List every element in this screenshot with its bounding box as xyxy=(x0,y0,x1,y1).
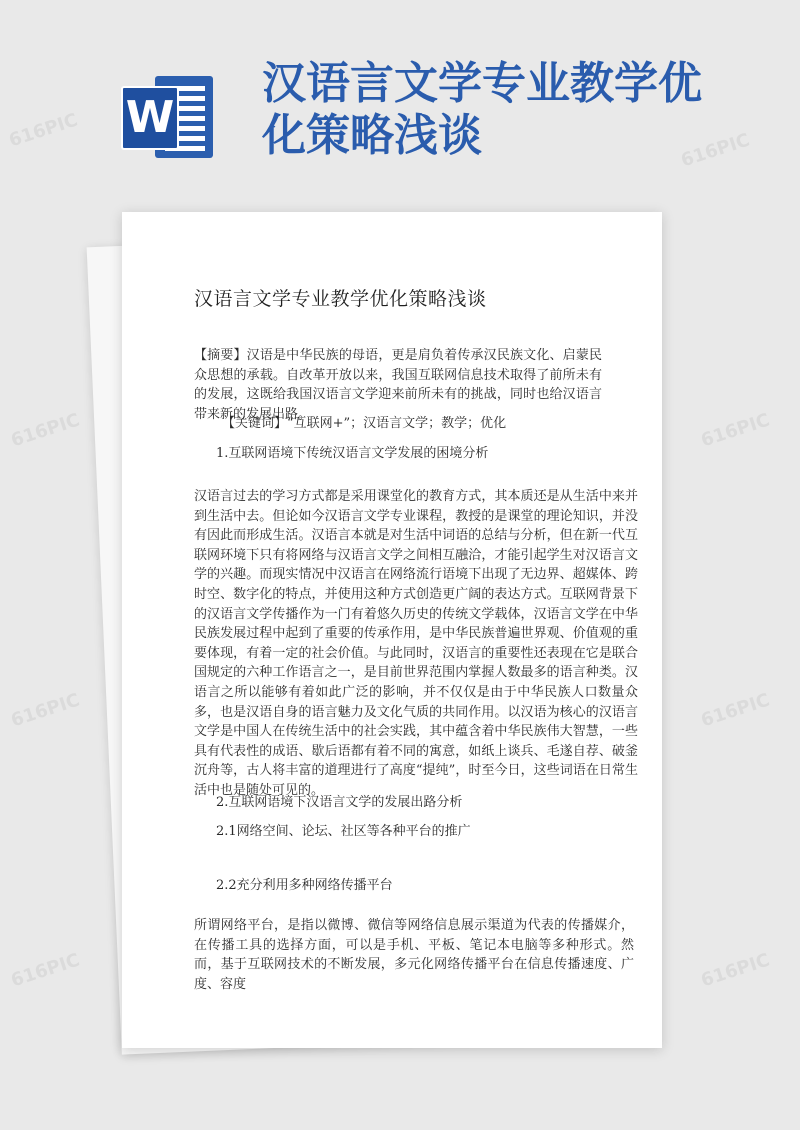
abstract-paragraph: 【摘要】汉语是中华民族的母语，更是肩负着传承汉民族文化、启蒙民众思想的承载。自改革开放以来，我国互联网信息技术取得了前所未有的发展，这既给我国汉语言文学迎来前所未有的挑战，同时也给汉语言带来新的发展出路。 xyxy=(194,348,602,422)
section-heading-2: 2.互联网语境下汉语言文学的发展出路分析 xyxy=(216,795,463,810)
keywords-line: 【关键词】“互联网+”；汉语言文学；教学；优化 xyxy=(222,416,507,431)
word-w-badge: W xyxy=(121,86,179,150)
watermark: 616PIC xyxy=(698,689,773,732)
word-document-icon xyxy=(121,76,213,158)
watermark: 616PIC xyxy=(698,409,773,452)
body-paragraph-1: 汉语言过去的学习方式都是采用课堂化的教育方式，其本质还是从生活中来并到生活中去。但论如今汉语言文学专业课程，教授的是课堂的理论知识，并没有因此而形成生活。汉语言本就是对生活中词语的总结与分析，但在新一代互联网环境下只有将网络与汉语言文学之间相互融洽，才能引起学生对汉语言文学的兴趣。而现实情况中汉语言在网络流行语境下出现了无边界、超媒体、跨时空、数字化的特点，并使用这种方式创造更广阔的表达方式。互联网背景下的汉语言文学传播作为一门有着悠久历史的传统文学载体，汉语言文学在中华民族发展过程中起到了重要的传承作用，是中华民族普遍世界观、价值观的重要体现，有着一定的社会价值。与此同时，汉语言的重要性还表现在它是联合国规定的六种工作语言之一，是目前世界范围内掌握人数最多的语言种类。汉语言之所以能够有着如此广泛的影响，并不仅仅是由于中华民族人口数量众多，也是汉语自身的语言魅力及文化气质的共同作用。以汉语为核心的汉语言文学是中国人在传统生活中的社会实践，其中蕴含着中华民族伟大智慧，一些具有代表性的成语、歇后语都有着不同的寓意，如纸上谈兵、毛遂自荐、破釜沉舟等，古人将丰富的道理进行了高度“提纯”，时至今日，这些词语在日常生活中也是随处可见的。 xyxy=(194,489,638,798)
watermark: 616PIC xyxy=(6,109,81,152)
watermark: 616PIC xyxy=(8,949,83,992)
banner-title: 汉语言文学专业教学优化策略浅谈 xyxy=(262,58,702,161)
document-title: 汉语言文学专业教学优化策略浅谈 xyxy=(194,288,487,310)
subsection-heading-2-2: 2.2充分利用多种网络传播平台 xyxy=(216,878,393,893)
watermark: 616PIC xyxy=(698,949,773,992)
watermark: 616PIC xyxy=(678,129,753,172)
subsection-heading-2-1: 2.1网络空间、论坛、社区等各种平台的推广 xyxy=(216,824,471,839)
section-heading-1: 1.互联网语境下传统汉语言文学发展的困境分析 xyxy=(216,446,489,461)
document-page xyxy=(122,212,662,1048)
watermark: 616PIC xyxy=(8,689,83,732)
watermark: 616PIC xyxy=(8,409,83,452)
body-paragraph-2: 所谓网络平台，是指以微博、微信等网络信息展示渠道为代表的传播媒介，在传播工具的选择方面，可以是手机、平板、笔记本电脑等多种形式。然而，基于互联网技术的不断发展，多元化网络传播平台在信息传播速度、广度、容度 xyxy=(194,918,634,992)
